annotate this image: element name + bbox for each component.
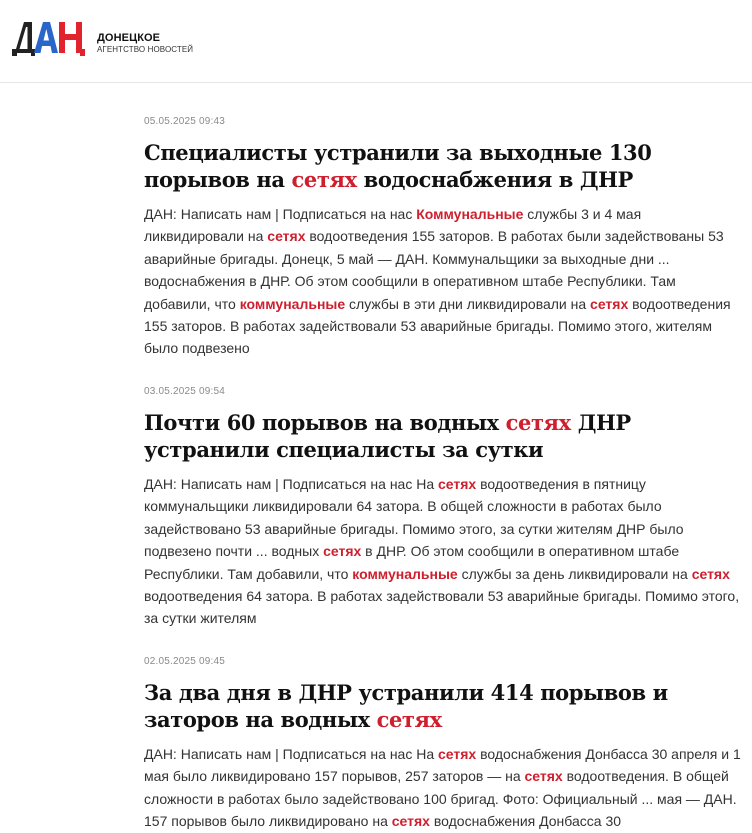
news-item [144, 116, 744, 360]
search-highlight: коммунальные [352, 565, 458, 582]
text-segment: За два дня в ДНР устранили 414 порывов и заторов на водных [144, 680, 668, 732]
news-item [144, 386, 744, 630]
text-segment: Специалисты устранили за выходные 130 порывов на [144, 140, 652, 192]
news-title-link[interactable] [144, 139, 744, 193]
news-item [144, 656, 744, 833]
news-excerpt [144, 473, 744, 630]
search-highlight: сетях [267, 228, 306, 245]
search-highlight: сетях [524, 768, 563, 785]
search-highlight: сетях [391, 813, 430, 830]
brand-name: ДОНЕЦКОЕ [97, 32, 161, 44]
brand-subtitle: АГЕНТСТВО НОВОСТЕЙ [97, 45, 194, 54]
search-highlight: сетях [438, 476, 477, 492]
site-logo[interactable] [10, 18, 90, 58]
search-highlight: сетях [323, 543, 362, 560]
text-segment: водоотведения 155 заторов. В работах были задействованы 53 аварийные бригады. Донецк, 5 май — ДАН. Коммунальщики за выходные дни ... водоснабжения в ДНР. Об этом сообщили в оперативном штабе Республики. Там добавили, что [144, 228, 724, 312]
search-highlight: Коммунальные [416, 206, 524, 222]
text-segment: водоотведения 155 заторов. В работах задействовали 53 аварийные бригады. Помимо этого, жителям было подвезено [144, 295, 731, 357]
search-highlight: сетях [691, 565, 730, 582]
text-segment: ДНР устранили специалисты за сутки [144, 410, 631, 462]
search-highlight: сетях [590, 295, 629, 312]
text-segment: в ДНР. Об этом сообщили в оперативном штабе Республики. Там добавили, что [144, 543, 680, 582]
news-date: 05.05.2025 09:43 [144, 116, 226, 127]
text-segment: службы в эти дни ликвидировали на [345, 295, 591, 312]
text-segment: службы за день ликвидировали на [457, 565, 692, 582]
brand-text [97, 32, 193, 55]
dan-logo-icon [10, 18, 90, 58]
site-header [0, 0, 752, 83]
news-excerpt [144, 203, 744, 360]
text-segment: ДАН: Написать нам | Подписаться на нас На [144, 746, 439, 762]
text-segment: ДАН: Написать нам | Подписаться на нас [144, 206, 417, 222]
text-segment: водоотведения 64 затора. В работах задействовали 53 аварийные бригады. Помимо этого, за сутки жителям [144, 588, 740, 627]
search-highlight: коммунальные [239, 295, 346, 312]
text-segment: службы 3 и 4 мая ликвидировали на [144, 206, 642, 245]
text-segment: водоотведения. В общей сложности в работах было задействовано 100 бригад. Фото: Официальный ... мая — ДАН. 157 порывов было ликвидировано на [144, 768, 737, 830]
news-excerpt [144, 743, 744, 833]
text-segment: водоснабжения Донбасса 30 апреля и 1 мая было ликвидировано 157 порывов, 257 заторов — на [144, 746, 741, 785]
search-highlight: сетях [505, 410, 571, 435]
search-highlight: сетях [291, 167, 357, 192]
text-segment: водоснабжения Донбасса 30 [429, 813, 622, 830]
search-highlight: сетях [376, 707, 442, 732]
news-title-link[interactable] [144, 679, 744, 733]
text-segment: водоснабжения в ДНР [356, 167, 633, 192]
search-highlight: сетях [438, 746, 477, 762]
text-segment: водоотведения в пятницу коммунальщики ликвидировали 64 затора. В общей сложности в работах было задействовано 53 аварийные бригады. Помимо этого, за сутки жителям ДНР было подвезено почти ... водных [144, 476, 684, 560]
news-date: 03.05.2025 09:54 [144, 386, 226, 397]
text-segment: ДАН: Написать нам | Подписаться на нас На [144, 476, 439, 492]
text-segment: Почти 60 порывов на водных [144, 410, 506, 435]
news-title-link[interactable] [144, 409, 744, 463]
news-date: 02.05.2025 09:45 [144, 656, 226, 667]
